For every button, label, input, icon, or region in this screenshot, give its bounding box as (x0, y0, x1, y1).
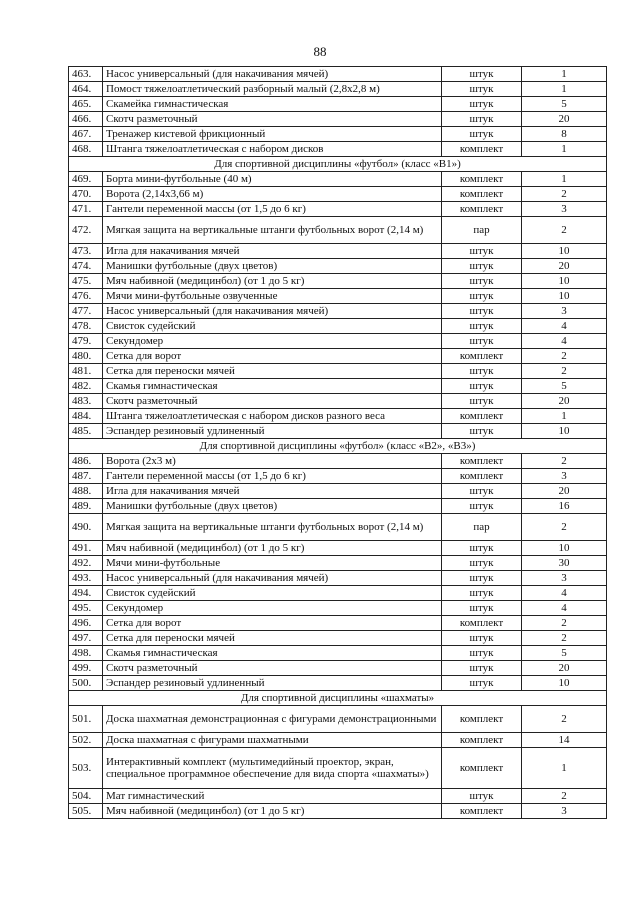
item-name: Мягкая защита на вертикальные штанги футбольных ворот (2,14 м) (103, 514, 442, 541)
item-name: Скотч разметочный (103, 394, 442, 409)
item-quantity: 8 (522, 127, 607, 142)
item-quantity: 3 (522, 804, 607, 819)
section-title: Для спортивной дисциплины «футбол» (класс «В1») (69, 157, 607, 172)
item-unit: комплект (442, 748, 522, 789)
item-number: 497. (69, 631, 103, 646)
item-unit: комплект (442, 142, 522, 157)
item-unit: штук (442, 244, 522, 259)
item-quantity: 30 (522, 556, 607, 571)
table-row (69, 409, 607, 424)
item-unit: комплект (442, 733, 522, 748)
item-number: 499. (69, 661, 103, 676)
item-number: 478. (69, 319, 103, 334)
item-name: Скотч разметочный (103, 661, 442, 676)
item-unit: штук (442, 67, 522, 82)
item-quantity: 10 (522, 289, 607, 304)
item-unit: штук (442, 259, 522, 274)
item-quantity: 1 (522, 82, 607, 97)
item-number: 468. (69, 142, 103, 157)
item-quantity: 10 (522, 424, 607, 439)
item-unit: штук (442, 586, 522, 601)
item-number: 484. (69, 409, 103, 424)
item-number: 492. (69, 556, 103, 571)
table-row (69, 424, 607, 439)
table-row (69, 217, 607, 244)
table-row (69, 319, 607, 334)
table-row (69, 172, 607, 187)
item-unit: комплект (442, 469, 522, 484)
item-name: Помост тяжелоатлетический разборный малый (2,8х2,8 м) (103, 82, 442, 97)
item-number: 465. (69, 97, 103, 112)
item-unit: штук (442, 661, 522, 676)
item-quantity: 20 (522, 112, 607, 127)
item-quantity: 16 (522, 499, 607, 514)
equipment-table (68, 66, 607, 819)
item-number: 491. (69, 541, 103, 556)
item-quantity: 4 (522, 319, 607, 334)
item-number: 494. (69, 586, 103, 601)
item-name: Доска шахматная с фигурами шахматными (103, 733, 442, 748)
item-name: Штанга тяжелоатлетическая с набором дисков (103, 142, 442, 157)
item-unit: комплект (442, 454, 522, 469)
item-number: 502. (69, 733, 103, 748)
table-row (69, 733, 607, 748)
item-name: Манишки футбольные (двух цветов) (103, 259, 442, 274)
item-quantity: 2 (522, 789, 607, 804)
item-number: 464. (69, 82, 103, 97)
item-name: Насос универсальный (для накачивания мячей) (103, 571, 442, 586)
item-quantity: 1 (522, 142, 607, 157)
item-number: 469. (69, 172, 103, 187)
table-row (69, 616, 607, 631)
item-name: Мяч набивной (медицинбол) (от 1 до 5 кг) (103, 274, 442, 289)
item-quantity: 1 (522, 172, 607, 187)
item-unit: пар (442, 514, 522, 541)
item-quantity: 3 (522, 571, 607, 586)
table-row (69, 706, 607, 733)
item-number: 477. (69, 304, 103, 319)
item-name: Борта мини-футбольные (40 м) (103, 172, 442, 187)
item-unit: штук (442, 484, 522, 499)
table-row (69, 349, 607, 364)
item-unit: штук (442, 364, 522, 379)
item-quantity: 10 (522, 274, 607, 289)
table-row (69, 514, 607, 541)
item-name: Ворота (2х3 м) (103, 454, 442, 469)
item-quantity: 2 (522, 616, 607, 631)
table-row (69, 379, 607, 394)
item-number: 503. (69, 748, 103, 789)
item-number: 471. (69, 202, 103, 217)
table-row (69, 394, 607, 409)
section-header-row (69, 691, 607, 706)
table-row (69, 789, 607, 804)
item-quantity: 20 (522, 661, 607, 676)
item-unit: штук (442, 676, 522, 691)
item-number: 501. (69, 706, 103, 733)
item-unit: комплект (442, 616, 522, 631)
item-number: 467. (69, 127, 103, 142)
item-name: Секундомер (103, 601, 442, 616)
table-row (69, 82, 607, 97)
item-number: 504. (69, 789, 103, 804)
item-number: 487. (69, 469, 103, 484)
table-row (69, 274, 607, 289)
table-row (69, 304, 607, 319)
table-row (69, 646, 607, 661)
item-name: Сетка для переноски мячей (103, 631, 442, 646)
item-number: 475. (69, 274, 103, 289)
section-title: Для спортивной дисциплины «шахматы» (69, 691, 607, 706)
item-name: Гантели переменной массы (от 1,5 до 6 кг) (103, 202, 442, 217)
page-number: 88 (313, 44, 327, 59)
item-number: 485. (69, 424, 103, 439)
table-row (69, 661, 607, 676)
table-row (69, 112, 607, 127)
item-unit: комплект (442, 706, 522, 733)
item-name: Скамья гимнастическая (103, 379, 442, 394)
item-unit: комплект (442, 409, 522, 424)
item-name: Мат гимнастический (103, 789, 442, 804)
item-name: Ворота (2,14х3,66 м) (103, 187, 442, 202)
item-number: 490. (69, 514, 103, 541)
item-number: 489. (69, 499, 103, 514)
item-name: Сетка для ворот (103, 349, 442, 364)
table-row (69, 748, 607, 789)
item-unit: штук (442, 646, 522, 661)
item-name: Насос универсальный (для накачивания мячей) (103, 67, 442, 82)
item-quantity: 20 (522, 259, 607, 274)
item-unit: штук (442, 274, 522, 289)
item-unit: штук (442, 112, 522, 127)
table-row (69, 142, 607, 157)
item-quantity: 10 (522, 541, 607, 556)
item-quantity: 4 (522, 334, 607, 349)
item-number: 466. (69, 112, 103, 127)
item-quantity: 5 (522, 97, 607, 112)
item-quantity: 4 (522, 586, 607, 601)
item-name: Штанга тяжелоатлетическая с набором дисков разного веса (103, 409, 442, 424)
item-name: Скотч разметочный (103, 112, 442, 127)
item-unit: штук (442, 631, 522, 646)
item-unit: штук (442, 571, 522, 586)
item-unit: комплект (442, 202, 522, 217)
item-unit: пар (442, 217, 522, 244)
item-quantity: 5 (522, 379, 607, 394)
item-quantity: 3 (522, 304, 607, 319)
item-name: Свисток судейский (103, 319, 442, 334)
item-unit: комплект (442, 172, 522, 187)
item-quantity: 1 (522, 409, 607, 424)
item-unit: штук (442, 789, 522, 804)
item-number: 482. (69, 379, 103, 394)
item-quantity: 2 (522, 364, 607, 379)
item-number: 488. (69, 484, 103, 499)
item-name: Эспандер резиновый удлиненный (103, 676, 442, 691)
table-row (69, 676, 607, 691)
item-quantity: 2 (522, 706, 607, 733)
item-name: Мягкая защита на вертикальные штанги футбольных ворот (2,14 м) (103, 217, 442, 244)
table-row (69, 556, 607, 571)
item-unit: штук (442, 601, 522, 616)
item-unit: штук (442, 289, 522, 304)
item-number: 493. (69, 571, 103, 586)
item-quantity: 3 (522, 469, 607, 484)
item-unit: комплект (442, 187, 522, 202)
item-name: Скамейка гимнастическая (103, 97, 442, 112)
table-row (69, 484, 607, 499)
item-name: Гантели переменной массы (от 1,5 до 6 кг) (103, 469, 442, 484)
item-unit: штук (442, 541, 522, 556)
item-unit: штук (442, 127, 522, 142)
item-quantity: 2 (522, 349, 607, 364)
item-quantity: 2 (522, 454, 607, 469)
item-name: Сетка для переноски мячей (103, 364, 442, 379)
item-name: Игла для накачивания мячей (103, 244, 442, 259)
table-row (69, 67, 607, 82)
item-name: Мяч набивной (медицинбол) (от 1 до 5 кг) (103, 541, 442, 556)
item-quantity: 5 (522, 646, 607, 661)
table-row (69, 454, 607, 469)
table-row (69, 364, 607, 379)
table-row (69, 289, 607, 304)
item-quantity: 20 (522, 484, 607, 499)
table-row (69, 202, 607, 217)
item-unit: штук (442, 424, 522, 439)
item-name: Интерактивный комплект (мультимедийный проектор, экран, специальное программное обеспечение для вида спорта «шахматы») (103, 748, 442, 789)
item-number: 480. (69, 349, 103, 364)
item-name: Манишки футбольные (двух цветов) (103, 499, 442, 514)
item-number: 483. (69, 394, 103, 409)
table-row (69, 541, 607, 556)
item-quantity: 10 (522, 244, 607, 259)
item-quantity: 2 (522, 187, 607, 202)
item-name: Насос универсальный (для накачивания мячей) (103, 304, 442, 319)
item-unit: штук (442, 97, 522, 112)
item-quantity: 4 (522, 601, 607, 616)
item-unit: штук (442, 319, 522, 334)
item-name: Доска шахматная демонстрационная с фигурами демонстрационными (103, 706, 442, 733)
table-row (69, 127, 607, 142)
item-number: 498. (69, 646, 103, 661)
table-row (69, 259, 607, 274)
table-row (69, 187, 607, 202)
item-number: 474. (69, 259, 103, 274)
item-number: 505. (69, 804, 103, 819)
item-quantity: 2 (522, 514, 607, 541)
table-row (69, 804, 607, 819)
item-unit: штук (442, 379, 522, 394)
table-row (69, 469, 607, 484)
item-quantity: 1 (522, 67, 607, 82)
item-number: 500. (69, 676, 103, 691)
item-number: 479. (69, 334, 103, 349)
item-name: Мяч набивной (медицинбол) (от 1 до 5 кг) (103, 804, 442, 819)
item-name: Мячи мини-футбольные (103, 556, 442, 571)
table-row (69, 586, 607, 601)
item-unit: штук (442, 304, 522, 319)
item-name: Секундомер (103, 334, 442, 349)
section-header-row (69, 157, 607, 172)
item-number: 481. (69, 364, 103, 379)
item-quantity: 3 (522, 202, 607, 217)
item-quantity: 10 (522, 676, 607, 691)
table-row (69, 571, 607, 586)
item-name: Свисток судейский (103, 586, 442, 601)
table-row (69, 601, 607, 616)
item-unit: комплект (442, 804, 522, 819)
item-number: 486. (69, 454, 103, 469)
section-title: Для спортивной дисциплины «футбол» (класс «В2», «В3») (69, 439, 607, 454)
item-unit: штук (442, 499, 522, 514)
section-header-row (69, 439, 607, 454)
item-unit: штук (442, 394, 522, 409)
item-number: 473. (69, 244, 103, 259)
item-unit: штук (442, 82, 522, 97)
table-row (69, 499, 607, 514)
item-number: 463. (69, 67, 103, 82)
item-name: Тренажер кистевой фрикционный (103, 127, 442, 142)
item-quantity: 2 (522, 217, 607, 244)
item-number: 472. (69, 217, 103, 244)
item-number: 496. (69, 616, 103, 631)
item-unit: комплект (442, 349, 522, 364)
item-unit: штук (442, 556, 522, 571)
table-row (69, 334, 607, 349)
item-number: 470. (69, 187, 103, 202)
item-quantity: 1 (522, 748, 607, 789)
item-unit: штук (442, 334, 522, 349)
item-quantity: 14 (522, 733, 607, 748)
item-name: Сетка для ворот (103, 616, 442, 631)
item-name: Эспандер резиновый удлиненный (103, 424, 442, 439)
item-name: Игла для накачивания мячей (103, 484, 442, 499)
item-quantity: 20 (522, 394, 607, 409)
item-name: Скамья гимнастическая (103, 646, 442, 661)
item-number: 476. (69, 289, 103, 304)
item-quantity: 2 (522, 631, 607, 646)
table-row (69, 97, 607, 112)
table-row (69, 631, 607, 646)
item-name: Мячи мини-футбольные озвученные (103, 289, 442, 304)
table-row (69, 244, 607, 259)
equipment-table-body (69, 67, 607, 819)
item-number: 495. (69, 601, 103, 616)
